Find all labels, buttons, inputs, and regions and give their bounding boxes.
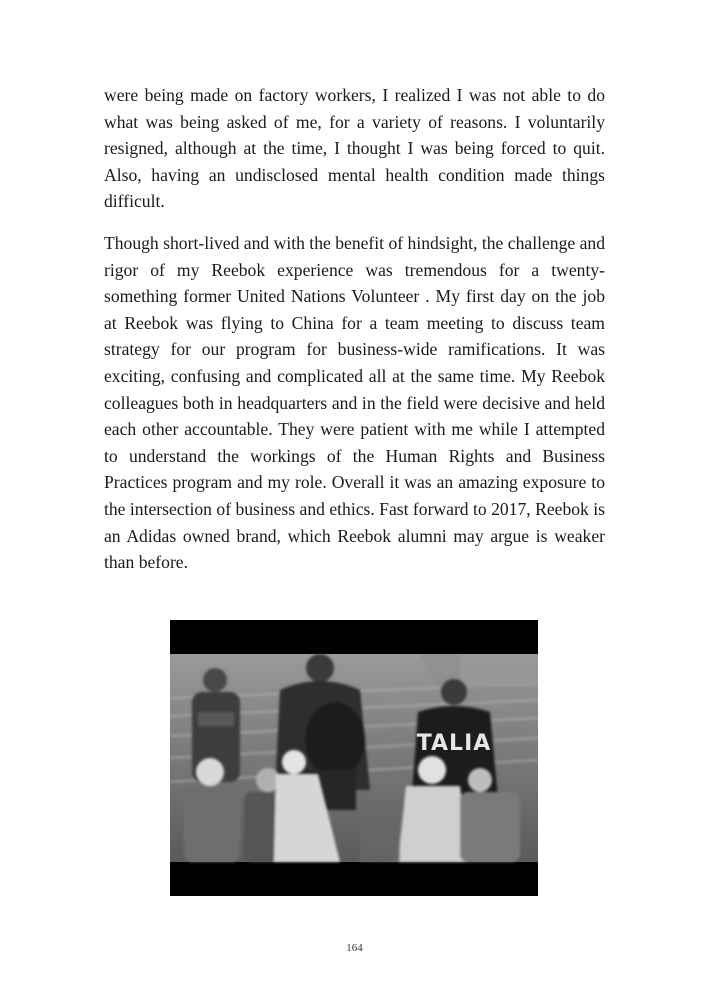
body-paragraph-2: Though short-lived and with the benefit of hindsight, the challenge and rigor of my Reebok experience was tremendous for a twenty-something former United Nations Volunteer . My first day on the job at Reebok was flying to China for a team meeting to discuss team strategy for our program for business-wide ramifications. It was exciting, confusing and complicated all at the same time. My Reebok colleagues both in headquarters and in the field were decisive and held each other accountable. They were patient with me while I attempted to understand the workings of the Human Rights and Business Practices program and my role. Overall it was an amazing exposure to the intersection of business and ethics. Fast forward to 2017, Reebok is an Adidas owned brand, which Reebok alumni may argue is weaker than before. (104, 233, 605, 573)
page-number: 164 (346, 942, 363, 954)
jacket-lettering: TALIA (416, 731, 492, 756)
photograph-olympic-athletes (170, 620, 538, 896)
body-paragraph-1: were being made on factory workers, I realized I was not able to do what was being asked of me, for a variety of reasons. I voluntarily resigned, although at the time, I thought I was being forced to quit. Also, having an undisclosed mental health condition made things difficult. (104, 85, 605, 212)
